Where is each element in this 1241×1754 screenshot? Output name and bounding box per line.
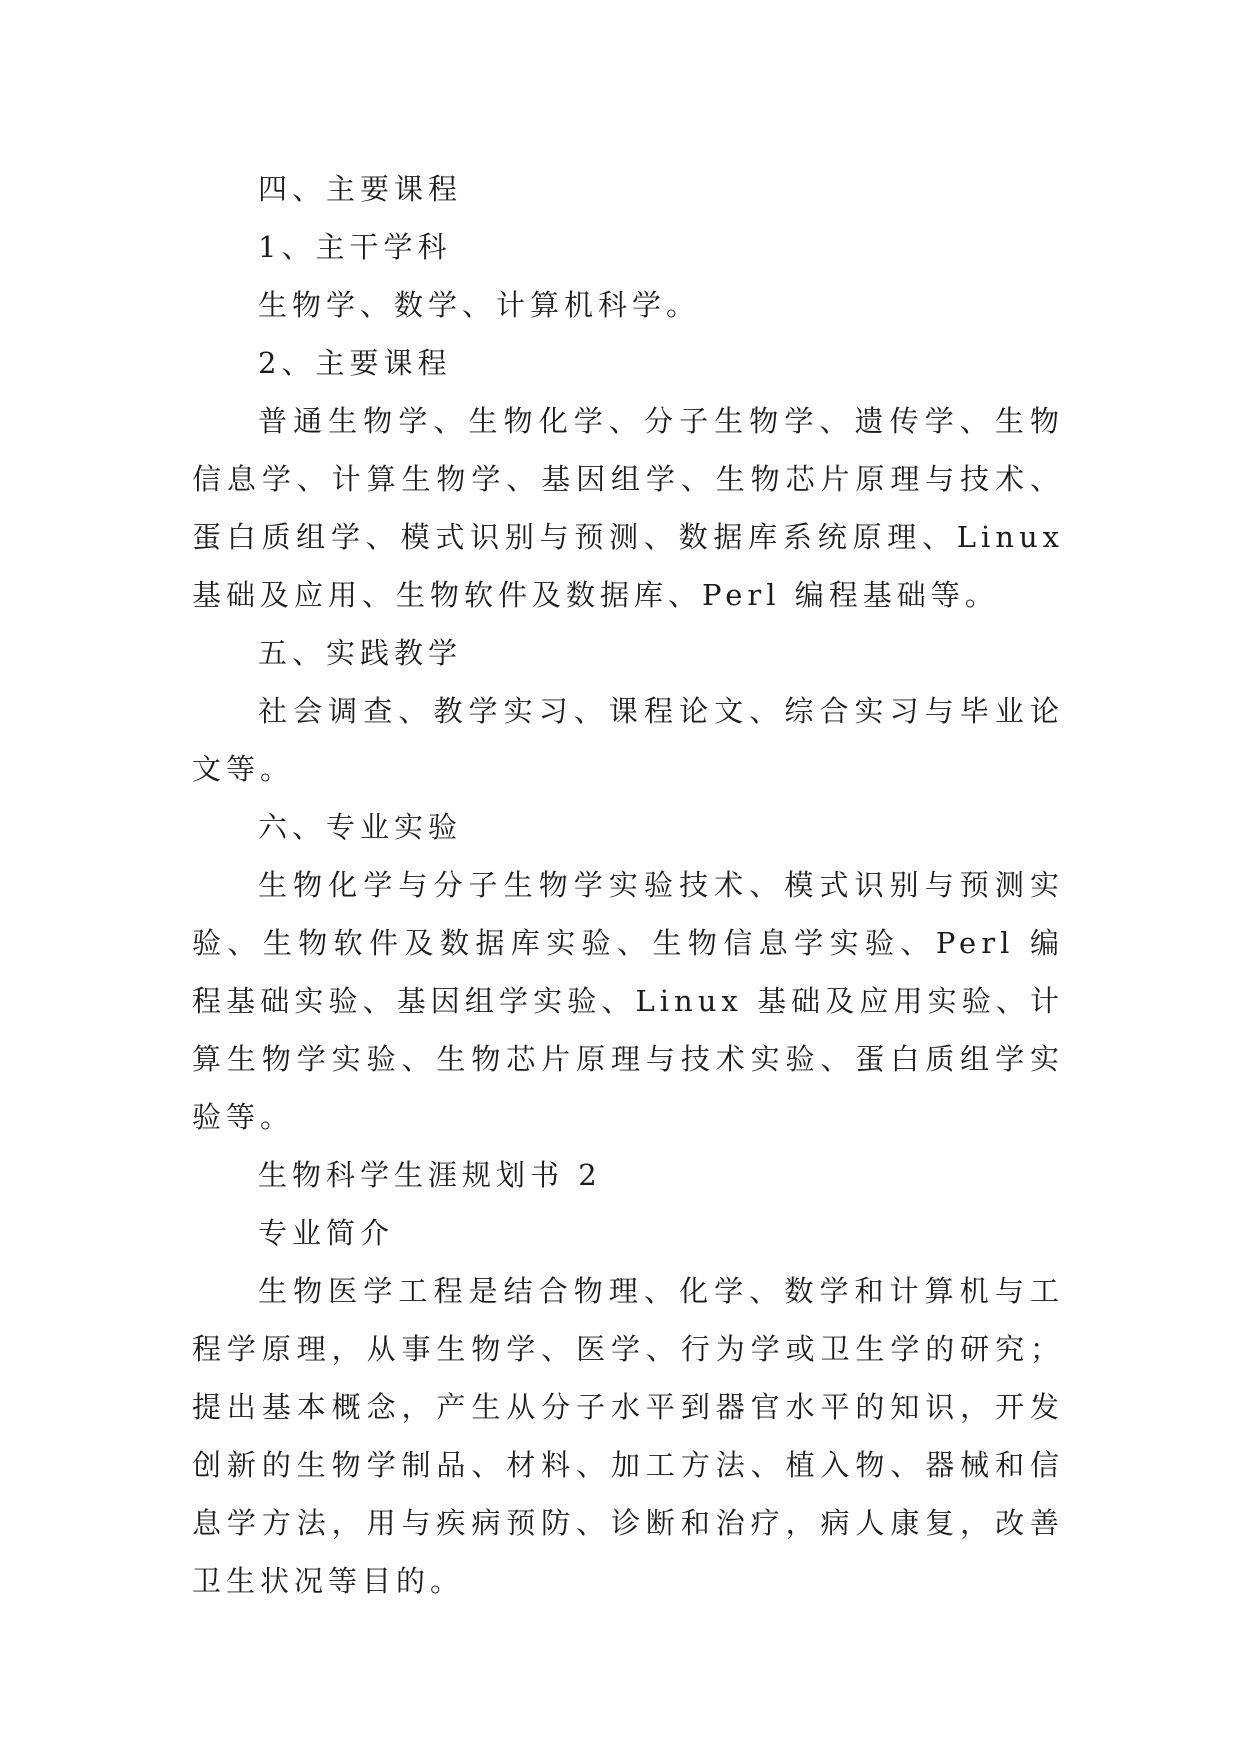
document-body [192,160,1064,1610]
paragraph-introduction: 生物医学工程是结合物理、化学、数学和计算机与工程学原理，从事生物学、医学、行为学或卫生学的研究；提出基本概念，产生从分子水平到器官水平的知识，开发创新的生物学制品、材料、加工方法、植入物、器械和信息学方法，用与疾病预防、诊断和治疗，病人康复，改善卫生状况等目的。 [192,1274,1064,1598]
subheading-main-courses: 2、主要课程 [258,346,452,380]
paragraph-experiments: 生物化学与分子生物学实验技术、模式识别与预测实验、生物软件及数据库实验、生物信息学实验、Perl 编程基础实验、基因组学实验、Linux 基础及应用实验、计算生物学实验、生物芯片原理与技术实验、蛋白质组学实验等。 [192,868,1064,1134]
paragraph-course-list: 普通生物学、生物化学、分子生物学、遗传学、生物信息学、计算生物学、基因组学、生物芯片原理与技术、蛋白质组学、模式识别与预测、数据库系统原理、Linux 基础及应用、生物软件及数据库、Perl 编程基础等。 [192,404,1064,612]
document-subtitle: 生物科学生涯规划书 2 [258,1158,602,1192]
paragraph-practice-teaching: 社会调查、教学实习、课程论文、综合实习与毕业论文等。 [192,694,1064,786]
paragraph-main-disciplines: 生物学、数学、计算机科学。 [258,288,701,322]
section-heading-practice-teaching: 五、实践教学 [258,636,463,670]
section-heading-introduction: 专业简介 [258,1216,395,1250]
section-heading-main-courses: 四、主要课程 [258,172,463,206]
section-heading-experiments: 六、专业实验 [258,810,463,844]
subheading-main-disciplines: 1、主干学科 [258,230,452,264]
